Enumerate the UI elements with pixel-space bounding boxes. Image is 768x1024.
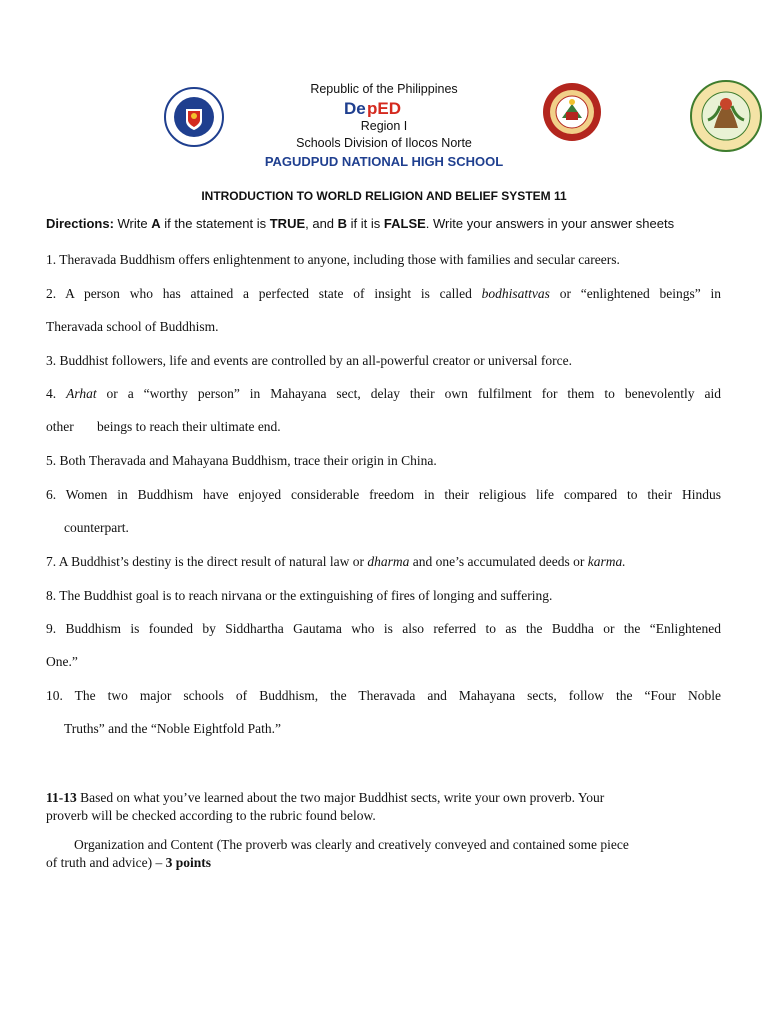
answer-b: B <box>337 216 348 231</box>
statement-4-text: 4. <box>46 386 67 401</box>
statement-7-text: 7. A Buddhist’s destiny is the direct result of natural law or <box>46 554 368 569</box>
statement-2-term: bodhisattvas <box>481 286 550 301</box>
statement-8: 8. The Buddhist goal is to reach nirvana or the extinguishing of fires of longing and suffering. <box>46 588 553 603</box>
statement-7-term: karma. <box>587 554 626 569</box>
answer-a: A <box>151 216 161 231</box>
svg-text:pED: pED <box>367 99 401 117</box>
directions-label: Directions: <box>46 216 114 231</box>
statement-3: 3. Buddhist followers, life and events are controlled by an all-powerful creator or universal force. <box>46 353 572 368</box>
directions-text: if it is <box>347 216 384 231</box>
rubric-points: 3 points <box>165 855 211 870</box>
rubric-text: of truth and advice) – <box>46 855 166 870</box>
statement-10-continued: Truths” and the “Noble Eightfold Path.” <box>64 721 281 736</box>
rubric-criterion: Organization and Content (The proverb was clearly and creatively conveyed and contained some piece <box>74 837 629 852</box>
statement-6-continued: counterpart. <box>64 520 129 535</box>
directions-text: , and <box>305 216 338 231</box>
deped-wordmark-logo <box>0 99 768 119</box>
statement-2-text: or “enlightened beings” in <box>549 286 721 301</box>
directions-text: Write <box>113 216 152 231</box>
statement-4 <box>46 377 721 411</box>
section-text: Based on what you’ve learned about the two major Buddhist sects, write your own proverb. Your <box>76 790 605 805</box>
svg-text:De: De <box>344 99 366 117</box>
statement-7 <box>46 545 721 579</box>
statement-7-text: and one’s accumulated deeds or <box>409 554 588 569</box>
true-word: TRUE <box>269 216 306 231</box>
statement-4-text: or a “worthy person” in Mahayana sect, delay their own fulfilment for them to benevolently aid <box>96 386 721 401</box>
statement-2 <box>46 277 721 311</box>
statement-4-continued-a: other <box>46 419 74 434</box>
rubric-criterion-continued <box>46 854 726 872</box>
statement-1: 1. Theravada Buddhism offers enlightenment to anyone, including those with families and secular careers. <box>46 252 620 267</box>
section-11-13-prompt-continued: proverb will be checked according to the rubric found below. <box>46 808 376 823</box>
directions <box>46 216 736 231</box>
statement-5: 5. Both Theravada and Mahayana Buddhism, trace their origin in China. <box>46 453 437 468</box>
directions-text: if the statement is <box>160 216 270 231</box>
header-region: Region I <box>360 119 408 133</box>
header-division: Schools Division of Ilocos Norte <box>296 136 472 150</box>
directions-text: . Write your answers in your answer sheets <box>425 216 675 231</box>
false-word: FALSE <box>383 216 426 231</box>
statement-2-continued: Theravada school of Buddhism. <box>46 319 219 334</box>
statement-7-term: dharma <box>367 554 410 569</box>
header-republic: Republic of the Philippines <box>310 82 458 96</box>
statement-4-continued-b: beings to reach their ultimate end. <box>97 419 281 434</box>
deped-wordmark-icon <box>344 99 424 117</box>
statement-9: 9. Buddhism is founded by Siddhartha Gautama who is also referred to as the Buddha or the “Enlightened <box>46 621 721 636</box>
document-title: INTRODUCTION TO WORLD RELIGION AND BELIEF SYSTEM 11 <box>201 189 567 203</box>
header-school-name: PAGUDPUD NATIONAL HIGH SCHOOL <box>264 154 504 169</box>
statement-6: 6. Women in Buddhism have enjoyed considerable freedom in their religious life compared to their Hindus <box>46 487 721 502</box>
statement-9-continued: One.” <box>46 654 78 669</box>
section-number: 11-13 <box>46 790 77 805</box>
section-11-13-prompt <box>46 789 726 807</box>
statement-2-text: 2. A person who has attained a perfected state of insight is called <box>46 286 482 301</box>
statement-4-term: Arhat <box>66 386 97 401</box>
statement-10: 10. The two major schools of Buddhism, the Theravada and Mahayana sects, follow the “Four Noble <box>46 688 721 703</box>
